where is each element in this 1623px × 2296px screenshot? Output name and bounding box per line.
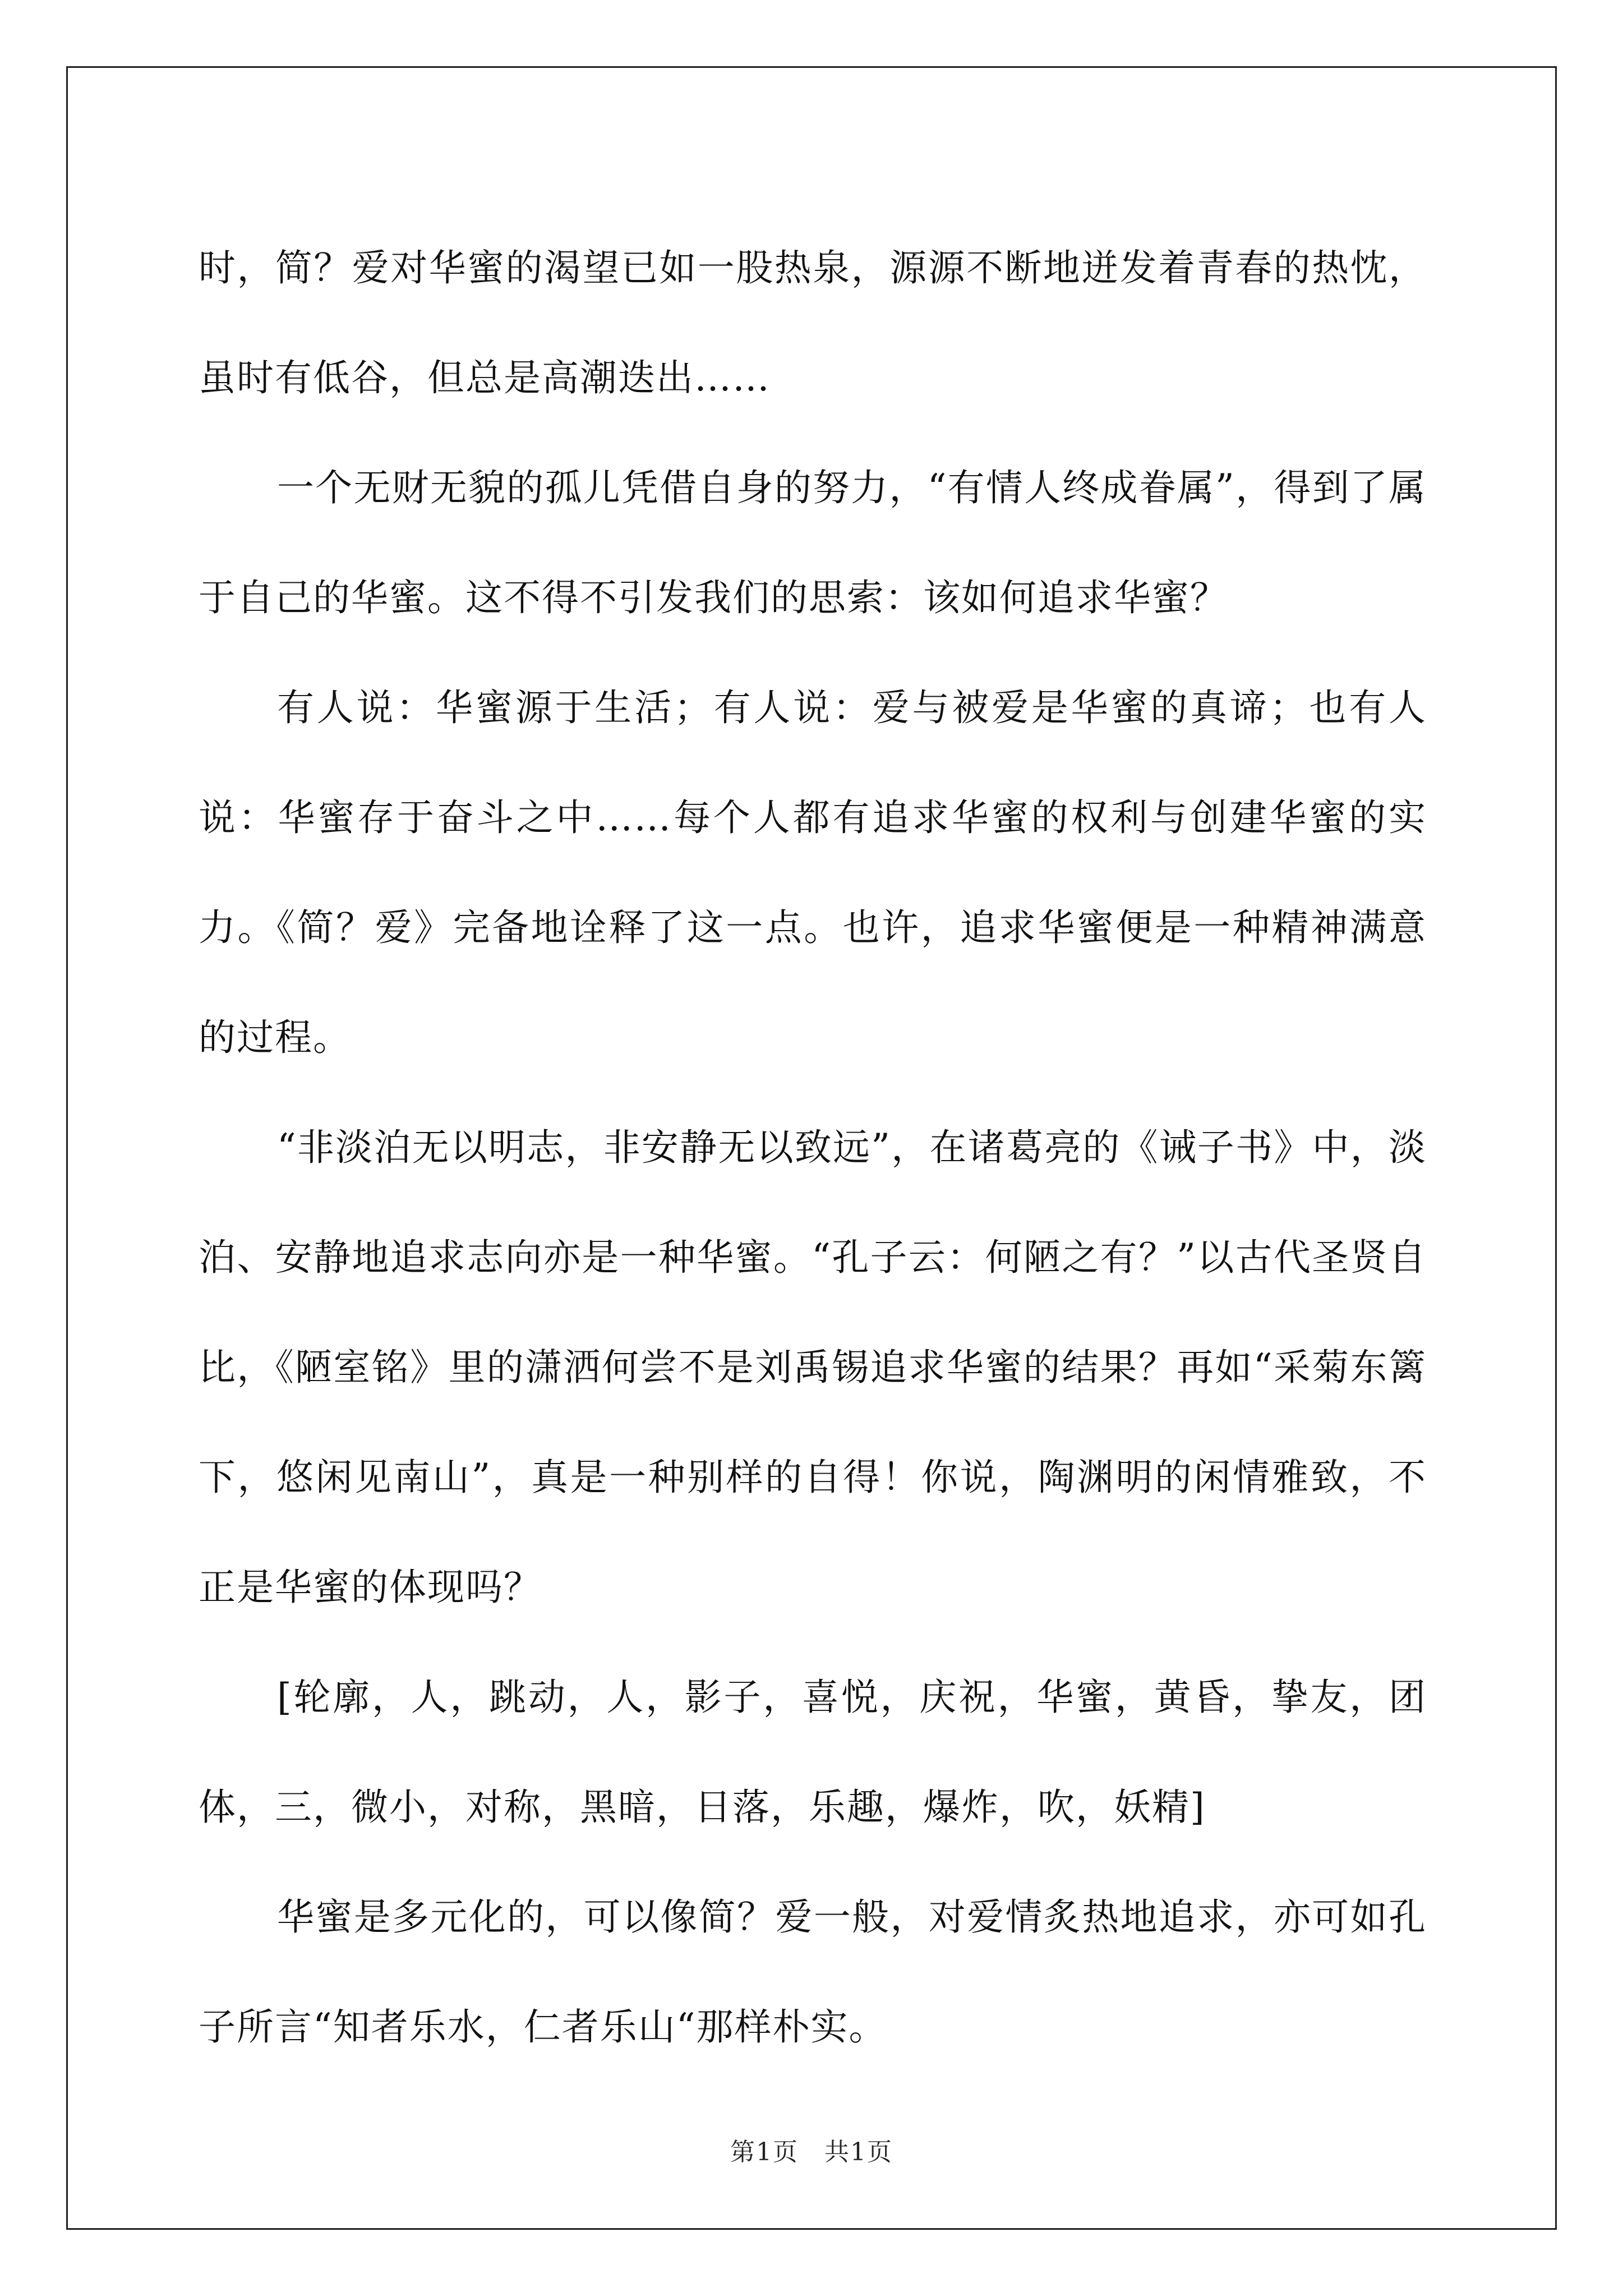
paragraph-6: 华蜜是多元化的，可以像简？爱一般，对爱情炙热地追求，亦可如孔子所言“知者乐水，仁者乐山“那样朴实。 [199, 1895, 1427, 2049]
paragraph-3: 有人说：华蜜源于生活；有人说：爱与被爱是华蜜的真谛；也有人说：华蜜存于奋斗之中……每个人都有追求华蜜的权利与创建华蜜的实力。《简？爱》完备地诠释了这一点。也许，追求华蜜便是一种精神满意的过程。 [199, 686, 1427, 1059]
paragraph-5-keywords: [轮廓，人，跳动，人，影子，喜悦，庆祝，华蜜，黄昏，挚友，团体，三，微小，对称，黑暗，日落，乐趣，爆炸，吹，妖精] [199, 1676, 1427, 1829]
document-body [199, 213, 1427, 2082]
paragraph-1: 时，简？爱对华蜜的渴望已如一股热泉，源源不断地迸发着青春的热忱，虽时有低谷，但总是高潮迭出…… [199, 246, 1427, 399]
paragraph-4: “非淡泊无以明志，非安静无以致远”，在诸葛亮的《诫子书》中，淡泊、安静地追求志向亦是一种华蜜。“孔子云：何陋之有？”以古代圣贤自比，《陋室铭》里的潇洒何尝不是刘禹锡追求华蜜的结果？再如“采菊东篱下，悠闲见南山”，真是一种别样的自得！你说，陶渊明的闲情雅致，不正是华蜜的体现吗？ [199, 1126, 1427, 1609]
paragraph-2: 一个无财无貌的孤儿凭借自身的努力，“有情人终成眷属”，得到了属于自己的华蜜。这不得不引发我们的思索：该如何追求华蜜？ [199, 466, 1427, 619]
page-number-footer: 第1页 共1页 [730, 2138, 893, 2166]
